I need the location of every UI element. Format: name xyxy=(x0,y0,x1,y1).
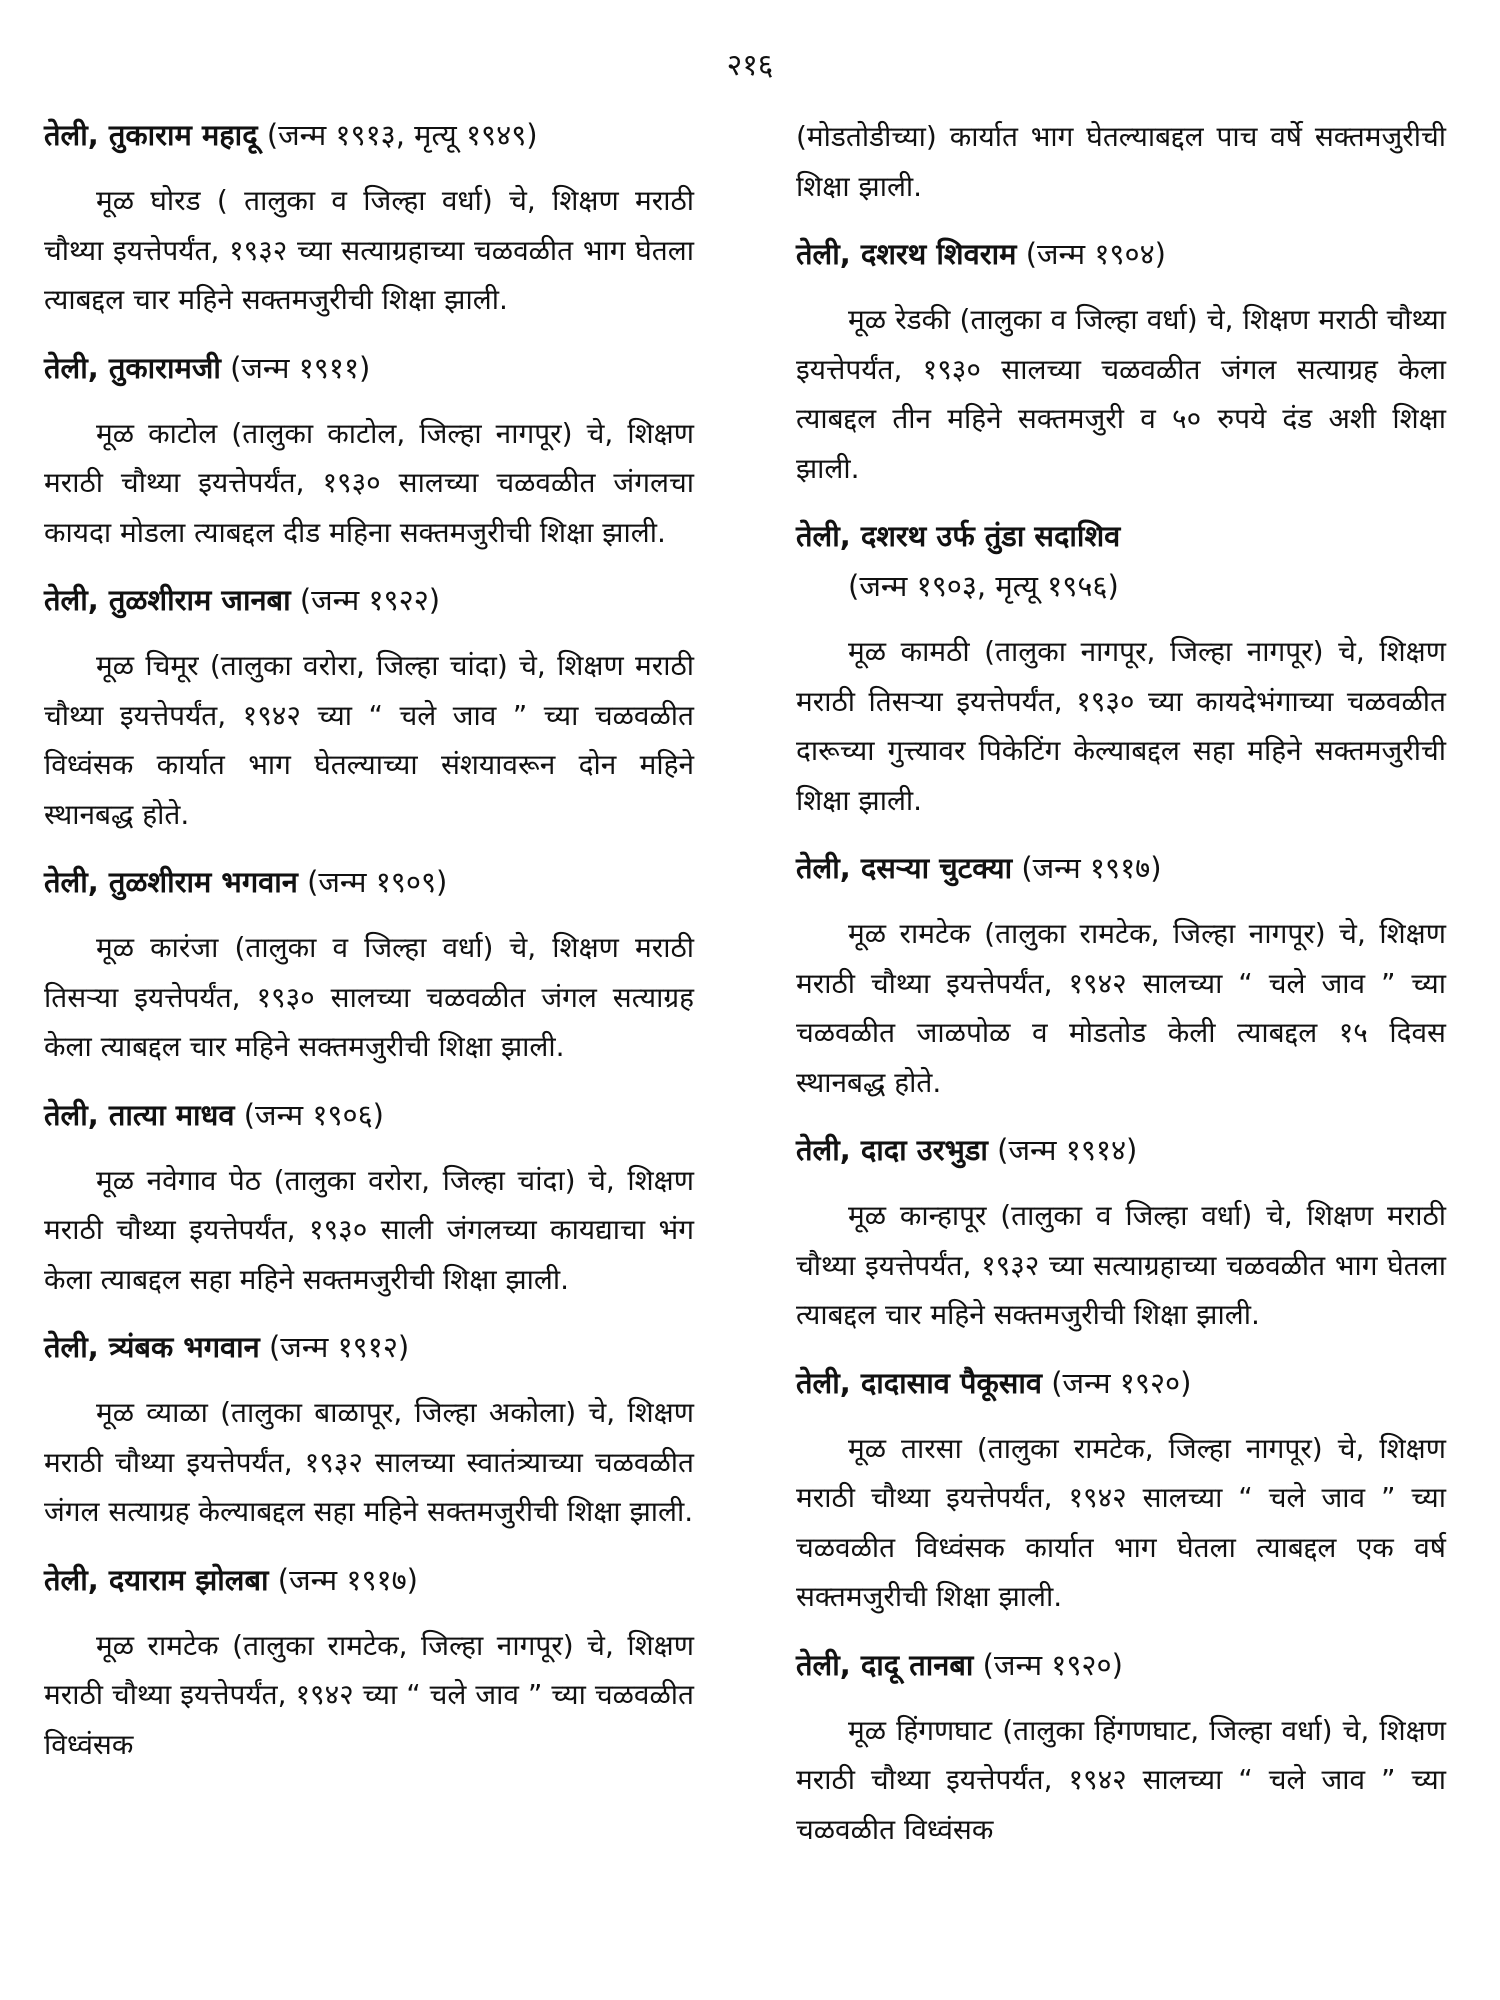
entry-name: तेली, दादा उरभुडा xyxy=(796,1133,988,1167)
entry-dates: (जन्म १९०३, मृत्यू १९५६) xyxy=(848,569,1119,603)
left-column xyxy=(44,110,694,1787)
entry-heading xyxy=(44,857,694,907)
right-column xyxy=(796,112,1446,1872)
entry-name: तेली, त्र्यंबक भगवान xyxy=(44,1330,260,1364)
entry-name: तेली, दशरथ उर्फ तुंडा सदाशिव xyxy=(796,519,1121,553)
entry xyxy=(796,1125,1446,1340)
entry-dates: (जन्म १९०६) xyxy=(243,1097,384,1132)
entry-heading xyxy=(44,1555,694,1605)
entry-body: मूळ रेडकी (तालुका व जिल्हा वर्धा) चे, शिक्षण मराठी चौथ्या इयत्तेपर्यंत, १९३० सालच्या चळवळीत जंगल सत्याग्रह केला त्याबद्दल तीन महिने सक्तमजुरी व ५० रुपये दंड अशी शिक्षा झाली. xyxy=(796,303,1446,485)
entry-body: मूळ व्याळा (तालुका बाळापूर, जिल्हा अकोला) चे, शिक्षण मराठी चौथ्या इयत्तेपर्यंत, १९३२ सालच्या स्वातंत्र्याच्या चळवळीत जंगल सत्याग्रह केल्याबद्दल सहा महिने सक्तमजुरीची शिक्षा झाली. xyxy=(44,1396,694,1528)
entry-dates: (जन्म १९२२) xyxy=(299,583,441,617)
entry-name: तेली, तुळशीराम जानबा xyxy=(44,583,291,617)
entry-heading xyxy=(44,575,694,625)
entry-dates: (जन्म १९१४) xyxy=(997,1133,1138,1167)
entry-dates: (जन्म १९१७) xyxy=(277,1562,418,1597)
entry-body: मूळ हिंगणघाट (तालुका हिंगणघाट, जिल्हा वर्धा) चे, शिक्षण मराठी चौथ्या इयत्तेपर्यंत, १९४२ सालच्या “ चले जाव ” च्या चळवळीत विध्वंसक xyxy=(796,1713,1446,1846)
entry-body: मूळ घोरड ( तालुका व जिल्हा वर्धा) चे, शिक्षण मराठी चौथ्या इयत्तेपर्यंत, १९३२ च्या सत्याग्रहाच्या चळवळीत भाग घेतला त्याबद्दल चार महिने सक्तमजुरीची शिक्षा झाली. xyxy=(44,184,694,316)
entry xyxy=(44,343,694,558)
entry xyxy=(796,229,1446,493)
entry-heading xyxy=(44,110,694,160)
entry-body: मूळ कान्हापूर (तालुका व जिल्हा वर्धा) चे, शिक्षण मराठी चौथ्या इयत्तेपर्यंत, १९३२ च्या सत्याग्रहाच्या चळवळीत भाग घेतला त्याबद्दल चार महिने सक्तमजुरीची शिक्षा झाली. xyxy=(796,1199,1446,1331)
entry-heading xyxy=(796,843,1446,893)
entry-body: मूळ काटोल (तालुका काटोल, जिल्हा नागपूर) चे, शिक्षण मराठी चौथ्या इयत्तेपर्यंत, १९३० सालच्या चळवळीत जंगलचा कायदा मोडला त्याबद्दल दीड महिना सक्तमजुरीची शिक्षा झाली. xyxy=(44,416,694,549)
entry-body: मूळ रामटेक (तालुका रामटेक, जिल्हा नागपूर) चे, शिक्षण मराठी चौथ्या इयत्तेपर्यंत, १९४२ च्या “ चले जाव ” च्या चळवळीत विध्वंसक xyxy=(44,1628,694,1761)
entry-name: तेली, तुळशीराम भगवान xyxy=(44,865,298,899)
entry xyxy=(44,110,694,325)
entry xyxy=(796,843,1446,1107)
entry-dates: (जन्म १९०९) xyxy=(307,865,448,899)
entry-dates: (जन्म १९०४) xyxy=(1025,237,1166,271)
entry xyxy=(44,857,694,1072)
entry-dates: (जन्म १९२०) xyxy=(1051,1365,1192,1400)
entry xyxy=(44,575,694,839)
entry xyxy=(44,1555,694,1770)
entry xyxy=(44,1322,694,1537)
entry-dates: (जन्म १९२०) xyxy=(982,1647,1123,1682)
entry-dates: (जन्म १९१७) xyxy=(1021,851,1162,885)
entry-name: तेली, तुकाराम महादू xyxy=(44,118,258,152)
entry-name: तेली, दशरथ शिवराम xyxy=(796,237,1017,271)
entry-name: तेली, दादू तानबा xyxy=(796,1647,974,1682)
entry xyxy=(796,1358,1446,1622)
entry-heading xyxy=(796,1358,1446,1408)
entry-dates: (जन्म १९११) xyxy=(230,350,371,385)
continued-entry-body: (मोडतोडीच्या) कार्यात भाग घेतल्याबद्दल पाच वर्षे सक्तमजुरीची शिक्षा झाली. xyxy=(796,120,1446,203)
entry-name: तेली, तुकारामजी xyxy=(44,350,221,385)
entry-body: मूळ रामटेक (तालुका रामटेक, जिल्हा नागपूर) चे, शिक्षण मराठी चौथ्या इयत्तेपर्यंत, १९४२ सालच्या “ चले जाव ” च्या चळवळीत जाळपोळ व मोडतोड केली त्याबद्दल १५ दिवस स्थानबद्ध होते. xyxy=(796,917,1446,1099)
entry-heading xyxy=(796,1640,1446,1690)
entry-body: मूळ नवेगाव पेठ (तालुका वरोरा, जिल्हा चांदा) चे, शिक्षण मराठी चौथ्या इयत्तेपर्यंत, १९३० साली जंगलच्या कायद्याचा भंग केला त्याबद्दल सहा महिने सक्तमजुरीची शिक्षा झाली. xyxy=(44,1163,694,1296)
entry-heading xyxy=(796,511,1446,611)
entry-dates: (जन्म १९१३, मृत्यू १९४९) xyxy=(266,118,538,152)
entry-name: तेली, दयाराम झोलबा xyxy=(44,1562,269,1597)
entry xyxy=(796,511,1446,825)
entry-name: तेली, दसऱ्या चुटक्या xyxy=(796,851,1013,885)
entry-heading xyxy=(796,229,1446,279)
entry-body: मूळ चिमूर (तालुका वरोरा, जिल्हा चांदा) चे, शिक्षण मराठी चौथ्या इयत्तेपर्यंत, १९४२ च्या “ चले जाव ” च्या चळवळीत विध्वंसक कार्यात भाग घेतल्याच्या संशयावरून दोन महिने स्थानबद्ध होते. xyxy=(44,649,694,831)
entry-heading xyxy=(44,343,694,393)
entry-dates: (जन्म १९१२) xyxy=(268,1330,410,1364)
entry-name: तेली, दादासाव पैकूसाव xyxy=(796,1365,1042,1400)
entry-name: तेली, तात्या माधव xyxy=(44,1097,235,1132)
entry-heading xyxy=(796,1125,1446,1175)
entry-heading xyxy=(44,1090,694,1140)
entry-body: मूळ कामठी (तालुका नागपूर, जिल्हा नागपूर) चे, शिक्षण मराठी तिसऱ्या इयत्तेपर्यंत, १९३० च्या कायदेभंगाच्या चळवळीत दारूच्या गुत्त्यावर पिकेटिंग केल्याबद्दल सहा महिने सक्तमजुरीची शिक्षा झाली. xyxy=(796,635,1446,817)
page-number: २१६ xyxy=(726,48,774,83)
entry-heading xyxy=(44,1322,694,1372)
entry xyxy=(796,1640,1446,1855)
entry-body: मूळ कारंजा (तालुका व जिल्हा वर्धा) चे, शिक्षण मराठी तिसऱ्या इयत्तेपर्यंत, १९३० सालच्या चळवळीत जंगल सत्याग्रह केला त्याबद्दल चार महिने सक्तमजुरीची शिक्षा झाली. xyxy=(44,931,694,1063)
entry xyxy=(44,1090,694,1305)
entry-body: मूळ तारसा (तालुका रामटेक, जिल्हा नागपूर) चे, शिक्षण मराठी चौथ्या इयत्तेपर्यंत, १९४२ सालच्या “ चले जाव ” च्या चळवळीत विध्वंसक कार्यात भाग घेतला त्याबद्दल एक वर्ष सक्तमजुरीची शिक्षा झाली. xyxy=(796,1431,1446,1613)
